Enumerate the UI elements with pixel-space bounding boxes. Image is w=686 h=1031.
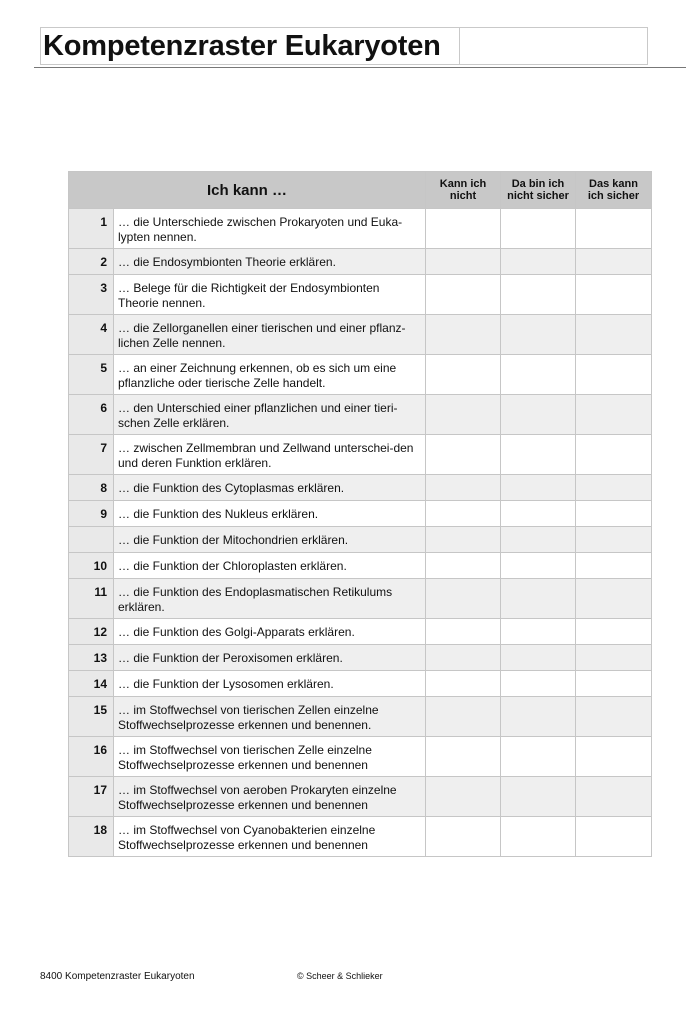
row-number: 11 (69, 579, 114, 619)
page-title: Kompetenzraster Eukaryoten (41, 28, 460, 64)
checkbox-sicher[interactable] (576, 527, 652, 553)
checkbox-nicht-sicher[interactable] (501, 501, 576, 527)
checkbox-sicher[interactable] (576, 475, 652, 501)
table-row (69, 553, 652, 579)
checkbox-sicher[interactable] (576, 395, 652, 435)
checkbox-sicher[interactable] (576, 777, 652, 817)
checkbox-kann-nicht[interactable] (426, 275, 501, 315)
checkbox-nicht-sicher[interactable] (501, 475, 576, 501)
checkbox-nicht-sicher[interactable] (501, 249, 576, 275)
checkbox-nicht-sicher[interactable] (501, 355, 576, 395)
checkbox-nicht-sicher[interactable] (501, 435, 576, 475)
row-number (69, 527, 114, 553)
row-competence: … die Zellorganellen einer tierischen und einer pflanz-lichen Zelle nennen. (114, 315, 426, 355)
checkbox-nicht-sicher[interactable] (501, 209, 576, 249)
row-competence: … zwischen Zellmembran und Zellwand unterschei-den und deren Funktion erklären. (114, 435, 426, 475)
table-row (69, 697, 652, 737)
header-nicht-sicher (501, 172, 576, 209)
title-rule (34, 67, 686, 68)
row-competence: … die Funktion der Lysosomen erklären. (114, 671, 426, 697)
row-number: 5 (69, 355, 114, 395)
row-number: 16 (69, 737, 114, 777)
header-kann-ich-sicher (576, 172, 652, 209)
checkbox-kann-nicht[interactable] (426, 249, 501, 275)
checkbox-kann-nicht[interactable] (426, 501, 501, 527)
table-row (69, 671, 652, 697)
table-row (69, 579, 652, 619)
title-side-field (460, 28, 647, 64)
table-row (69, 435, 652, 475)
row-competence: … die Funktion der Peroxisomen erklären. (114, 645, 426, 671)
table-row (69, 777, 652, 817)
checkbox-sicher[interactable] (576, 315, 652, 355)
row-competence: … die Funktion des Cytoplasmas erklären. (114, 475, 426, 501)
table-row (69, 527, 652, 553)
checkbox-nicht-sicher[interactable] (501, 777, 576, 817)
row-competence: … den Unterschied einer pflanzlichen und einer tieri-schen Zelle erklären. (114, 395, 426, 435)
row-number: 13 (69, 645, 114, 671)
checkbox-nicht-sicher[interactable] (501, 817, 576, 857)
checkbox-sicher[interactable] (576, 275, 652, 315)
footer-document-id: 8400 Kompetenzraster Eukaryoten (40, 971, 195, 982)
checkbox-kann-nicht[interactable] (426, 777, 501, 817)
checkbox-kann-nicht[interactable] (426, 435, 501, 475)
table-row (69, 501, 652, 527)
row-number: 2 (69, 249, 114, 275)
checkbox-nicht-sicher[interactable] (501, 527, 576, 553)
row-number: 14 (69, 671, 114, 697)
table-row (69, 395, 652, 435)
row-competence: … die Funktion der Chloroplasten erklären. (114, 553, 426, 579)
header-col-3-line2: ich sicher (587, 190, 640, 202)
header-col-3-line1: Das kann (589, 178, 638, 190)
checkbox-kann-nicht[interactable] (426, 817, 501, 857)
checkbox-nicht-sicher[interactable] (501, 619, 576, 645)
row-number: 4 (69, 315, 114, 355)
checkbox-sicher[interactable] (576, 209, 652, 249)
row-competence: … die Funktion des Endoplasmatischen Retikulums erklären. (114, 579, 426, 619)
checkbox-kann-nicht[interactable] (426, 355, 501, 395)
checkbox-kann-nicht[interactable] (426, 315, 501, 355)
row-competence: … im Stoffwechsel von tierischen Zellen einzelne Stoffwechselprozesse erkennen und benennen. (114, 697, 426, 737)
checkbox-kann-nicht[interactable] (426, 527, 501, 553)
header-kann-ich-nicht (426, 172, 501, 209)
row-competence: … die Endosymbionten Theorie erklären. (114, 249, 426, 275)
table-header-row (69, 172, 652, 209)
checkbox-kann-nicht[interactable] (426, 579, 501, 619)
row-number: 6 (69, 395, 114, 435)
table-row (69, 737, 652, 777)
header-ich-kann: Ich kann … (69, 172, 426, 209)
checkbox-nicht-sicher[interactable] (501, 275, 576, 315)
row-number: 8 (69, 475, 114, 501)
row-competence: … die Funktion des Golgi-Apparats erklären. (114, 619, 426, 645)
checkbox-sicher[interactable] (576, 619, 652, 645)
checkbox-kann-nicht[interactable] (426, 475, 501, 501)
header-col-1-line2: nicht (449, 190, 477, 202)
checkbox-kann-nicht[interactable] (426, 645, 501, 671)
title-box (40, 27, 648, 65)
table-row (69, 619, 652, 645)
row-number: 9 (69, 501, 114, 527)
header-col-2-line1: Da bin ich (511, 178, 565, 190)
row-competence: … die Funktion der Mitochondrien erklären. (114, 527, 426, 553)
row-number: 7 (69, 435, 114, 475)
row-competence: … Belege für die Richtigkeit der Endosymbionten Theorie nennen. (114, 275, 426, 315)
checkbox-sicher[interactable] (576, 697, 652, 737)
table-row (69, 817, 652, 857)
checkbox-nicht-sicher[interactable] (501, 671, 576, 697)
checkbox-nicht-sicher[interactable] (501, 645, 576, 671)
checkbox-nicht-sicher[interactable] (501, 697, 576, 737)
header-col-1-line1: Kann ich (439, 178, 487, 190)
table-row (69, 249, 652, 275)
row-competence: … die Unterschiede zwischen Prokaryoten und Euka-lypten nennen. (114, 209, 426, 249)
row-number: 12 (69, 619, 114, 645)
row-number: 17 (69, 777, 114, 817)
checkbox-sicher[interactable] (576, 553, 652, 579)
header-col-2-line2: nicht sicher (507, 190, 569, 202)
row-number: 15 (69, 697, 114, 737)
checkbox-nicht-sicher[interactable] (501, 579, 576, 619)
checkbox-kann-nicht[interactable] (426, 619, 501, 645)
table-row (69, 355, 652, 395)
checkbox-nicht-sicher[interactable] (501, 553, 576, 579)
checkbox-sicher[interactable] (576, 671, 652, 697)
table-row (69, 315, 652, 355)
checkbox-kann-nicht[interactable] (426, 737, 501, 777)
checkbox-sicher[interactable] (576, 737, 652, 777)
checkbox-sicher[interactable] (576, 355, 652, 395)
table-row (69, 209, 652, 249)
checkbox-nicht-sicher[interactable] (501, 737, 576, 777)
row-competence: … die Funktion des Nukleus erklären. (114, 501, 426, 527)
checkbox-kann-nicht[interactable] (426, 671, 501, 697)
checkbox-kann-nicht[interactable] (426, 697, 501, 737)
row-number: 1 (69, 209, 114, 249)
checkbox-kann-nicht[interactable] (426, 209, 501, 249)
row-competence: … an einer Zeichnung erkennen, ob es sich um eine pflanzliche oder tierische Zelle handelt. (114, 355, 426, 395)
competence-table (68, 171, 652, 857)
checkbox-kann-nicht[interactable] (426, 395, 501, 435)
row-number: 3 (69, 275, 114, 315)
footer-copyright: © Scheer & Schlieker (297, 971, 383, 981)
row-competence: … im Stoffwechsel von aeroben Prokaryten einzelne Stoffwechselprozesse erkennen und benennen (114, 777, 426, 817)
checkbox-sicher[interactable] (576, 435, 652, 475)
checkbox-sicher[interactable] (576, 817, 652, 857)
checkbox-nicht-sicher[interactable] (501, 315, 576, 355)
row-number: 18 (69, 817, 114, 857)
checkbox-sicher[interactable] (576, 501, 652, 527)
table-row (69, 645, 652, 671)
row-competence: … im Stoffwechsel von Cyanobakterien einzelne Stoffwechselprozesse erkennen und benennen (114, 817, 426, 857)
checkbox-sicher[interactable] (576, 249, 652, 275)
checkbox-sicher[interactable] (576, 579, 652, 619)
row-number: 10 (69, 553, 114, 579)
checkbox-kann-nicht[interactable] (426, 553, 501, 579)
row-competence: … im Stoffwechsel von tierischen Zelle einzelne Stoffwechselprozesse erkennen und benennen (114, 737, 426, 777)
table-row (69, 275, 652, 315)
table-row (69, 475, 652, 501)
checkbox-nicht-sicher[interactable] (501, 395, 576, 435)
checkbox-sicher[interactable] (576, 645, 652, 671)
